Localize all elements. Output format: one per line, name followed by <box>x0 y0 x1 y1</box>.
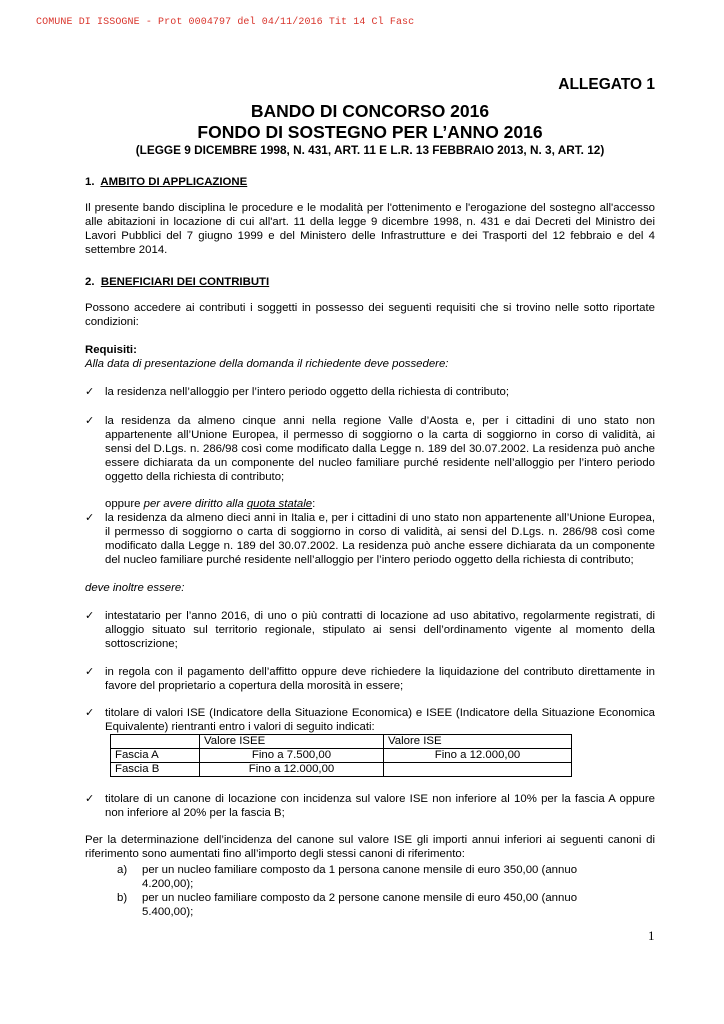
protocol-stamp: COMUNE DI ISSOGNE - Prot 0004797 del 04/11/2016 Tit 14 Cl Fasc <box>36 17 415 28</box>
document-title: BANDO DI CONCORSO 2016 <box>250 101 490 121</box>
list-item: ✓ intestatario per l’anno 2016, di uno o più contratti di locazione ad uso abitativo, regolarmente registrati, di alloggio situato sul territorio regionale, stipulato ai sensi dell’ordinamento vigente al momento della sottoscrizione; <box>85 609 655 650</box>
document-subtitle: FONDO DI SOSTEGNO PER L’ANNO 2016 <box>197 122 543 142</box>
requisiti-label: Requisiti: <box>85 344 137 356</box>
check-mark-icon: ✓ <box>85 706 95 719</box>
table-row: Valore ISEE Valore ISE <box>111 735 572 749</box>
check-mark-icon: ✓ <box>85 609 95 622</box>
list-item: ✓ in regola con il pagamento dell’affitto oppure deve richiedere la liquidazione del contributo direttamente in favore del proprietario a copertura della morosità in essere; <box>85 665 655 692</box>
list-item: ✓ la residenza da almeno dieci anni in Italia e, per i cittadini di uno stato non appartenente all’Unione Europea, il permesso di soggiorno o carta di soggiorno in corso di validità, ai sensi del D.Lgs. n. 286/98 così come modificato dalla Legge n. 189 del 30.07.2002. La residenza può anche essere dichiarata da un componente del nucleo familiare purché residente nell’alloggio per l’intero periodo oggetto della richiesta di contributo; <box>85 511 655 566</box>
canoni-list <box>85 863 655 919</box>
table-row: Fascia A Fino a 7.500,00 Fino a 12.000,00 <box>111 749 572 763</box>
section-title: AMBITO DI APPLICAZIONE <box>100 176 248 188</box>
section-title: BENEFICIARI DEI CONTRIBUTI <box>100 276 270 288</box>
check-mark-icon: ✓ <box>85 665 95 678</box>
deve-inoltre-label: deve inoltre essere: <box>85 582 185 594</box>
list-item: ✓ la residenza da almeno cinque anni nella regione Valle d’Aosta e, per i cittadini di uno stato non appartenente all’Unione Europea, il permesso di soggiorno o la carta di soggiorno in corso di validità, ai sensi del D.Lgs. n. 286/98 così come modificato dalla Legge n. 189 del 30.07.2002. La residenza può anche essere dichiarata da un componente del nucleo familiare purché residente nell’alloggio per l’intero periodo oggetto della richiesta di contributo; <box>85 414 655 483</box>
section-heading-1 <box>85 175 655 189</box>
section-2-intro: Possono accedere ai contributi i soggetti in possesso dei seguenti requisiti che si trovino nelle sotto riportate condizioni: <box>85 302 655 328</box>
ise-isee-table <box>110 734 572 777</box>
check-mark-icon: ✓ <box>85 414 95 427</box>
oppure-line: oppure per avere diritto alla quota statale: <box>105 498 316 510</box>
table-row: Fascia B Fino a 12.000,00 <box>111 763 572 777</box>
section-number: 2. <box>85 276 95 288</box>
section-heading-2 <box>85 275 655 289</box>
check-mark-icon: ✓ <box>85 511 95 524</box>
section-number: 1. <box>85 176 95 188</box>
list-item: ✓ titolare di un canone di locazione con incidenza sul valore ISE non inferiore al 10% per la fascia A oppure non inferiore al 20% per la fascia B; <box>85 792 655 819</box>
list-item: ✓ titolare di valori ISE (Indicatore della Situazione Economica) e ISEE (Indicatore della Situazione Economica Equivalente) rientranti entro i valori di seguito indicati: Valore ISEE Valore ISE Fascia A Fino a 7.500,00 Fino a 12.000,00 Fascia B Fino a 12.000,00 <box>85 706 655 775</box>
list-item: a) per un nucleo familiare composto da 1 persona canone mensile di euro 350,00 (annuo 4.200,00); <box>117 864 578 890</box>
list-item: b) per un nucleo familiare composto da 2 persone canone mensile di euro 450,00 (annuo 5.400,00); <box>117 892 578 918</box>
allegato-label: ALLEGATO 1 <box>558 76 655 93</box>
page-number: 1 <box>648 928 655 943</box>
legal-reference: (LEGGE 9 DICEMBRE 1998, N. 431, ART. 11 E L.R. 13 FEBBRAIO 2013, N. 3, ART. 12) <box>135 143 605 157</box>
check-mark-icon: ✓ <box>85 385 95 398</box>
document-page <box>85 70 655 919</box>
check-mark-icon: ✓ <box>85 792 95 805</box>
determinazione-paragraph: Per la determinazione dell’incidenza del canone sul valore ISE gli importi annui inferiori ai seguenti canoni di riferimento sono aumentati fino all’importo degli stessi canoni di riferimento: <box>85 834 655 860</box>
list-item: ✓ la residenza nell’alloggio per l’intero periodo oggetto della richiesta di contributo; <box>85 385 509 398</box>
requisiti-subtitle: Alla data di presentazione della domanda il richiedente deve possedere: <box>85 358 449 370</box>
section-1-body: Il presente bando disciplina le procedure e le modalità per l'ottenimento e l'erogazione del sostegno all'accesso alle abitazioni in locazione di cui all'art. 11 della legge 9 dicembre 1998, n. 431 e dai Decreti del Ministro dei Lavori Pubblici del 7 giugno 1999 e del Ministero delle Infrastrutture e dei Trasporti del 12 febbraio e del 4 settembre 2014. <box>85 202 655 256</box>
